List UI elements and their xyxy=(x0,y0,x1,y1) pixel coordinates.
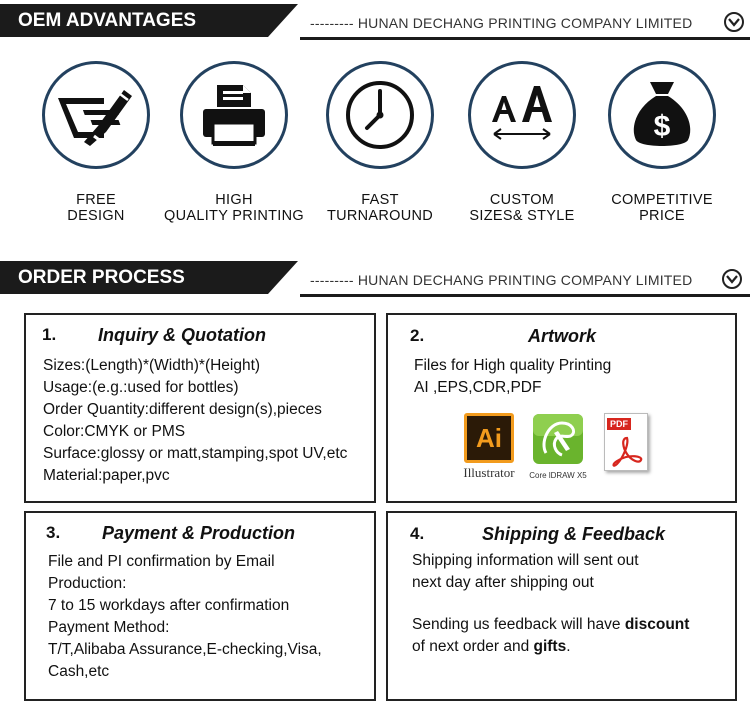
advantage-label: COMPETITIVE PRICE xyxy=(611,192,713,224)
size-letters-icon xyxy=(468,61,576,169)
advantage-high-quality-printing xyxy=(159,61,309,224)
header-rule xyxy=(300,294,750,297)
feedback-note: Sending us feedback will have discount of next order and gifts. xyxy=(412,616,690,655)
pdf-icon xyxy=(604,413,648,471)
step-details: Sizes:(Length)*(Width)*(Height) Usage:(e.g.:used for bottles) Order Quantity:different design(s),pieces Color:CMYK or PMS Surface:glossy or matt,stamping,spot UV,etc Material:paper,pvc xyxy=(43,357,348,484)
gifts-highlight: gifts xyxy=(533,638,567,655)
step-details: Shipping information will sent out next day after shipping out xyxy=(412,552,639,591)
money-bag-icon xyxy=(608,61,716,169)
company-name: --------- HUNAN DECHANG PRINTING COMPANY LIMITED xyxy=(310,15,693,31)
step-artwork xyxy=(386,313,737,503)
pdf-logo xyxy=(600,413,652,471)
advantage-label: CUSTOM SIZES& STYLE xyxy=(469,192,575,224)
step-title: Inquiry & Quotation xyxy=(98,325,266,345)
pdf-badge: PDF xyxy=(607,418,631,430)
svg-text:$: $ xyxy=(653,110,671,143)
step-inquiry-quotation xyxy=(24,313,376,503)
process-title: ORDER PROCESS xyxy=(0,261,268,294)
clock-icon xyxy=(326,61,434,169)
advantages-header xyxy=(0,4,750,40)
header-rule xyxy=(300,37,750,40)
company-name: --------- HUNAN DECHANG PRINTING COMPANY LIMITED xyxy=(310,272,693,288)
chevron-down-icon xyxy=(722,269,742,289)
step-title: Artwork xyxy=(528,326,597,346)
coreldraw-logo xyxy=(526,413,590,480)
coreldraw-icon xyxy=(532,413,584,465)
step-number: 3. xyxy=(46,523,61,542)
step-number: 1. xyxy=(42,325,57,344)
process-header xyxy=(0,261,750,297)
printer-icon xyxy=(180,61,288,169)
advantage-label: FAST TURNAROUND xyxy=(326,192,434,224)
advantage-label: FREE DESIGN xyxy=(67,192,125,224)
step-number: 2. xyxy=(410,326,425,345)
advantages-title: OEM ADVANTAGES xyxy=(0,4,268,37)
illustrator-logo xyxy=(454,413,524,481)
advantage-custom-sizes xyxy=(447,61,597,224)
step-number: 4. xyxy=(410,524,425,543)
illustrator-caption: Illustrator xyxy=(463,465,515,480)
illustrator-icon: Ai xyxy=(464,413,514,463)
step-details: File and PI confirmation by Email Production: 7 to 15 workdays after confirmation Payment Method: T/T,Alibaba Assurance,E-checking,Visa, Cash,etc xyxy=(48,553,322,680)
design-pen-icon xyxy=(42,61,150,169)
discount-highlight: discount xyxy=(624,616,690,633)
step-title: Shipping & Feedback xyxy=(482,524,666,544)
advantage-fast-turnaround xyxy=(305,61,455,224)
advantage-competitive-price xyxy=(587,61,737,224)
step-details: Files for High quality Printing AI ,EPS,CDR,PDF xyxy=(414,357,612,396)
step-title: Payment & Production xyxy=(102,523,296,543)
chevron-down-icon xyxy=(724,12,744,32)
step-shipping-feedback xyxy=(386,511,737,701)
advantage-label: HIGH QUALITY PRINTING xyxy=(164,192,304,224)
step-payment-production xyxy=(24,511,376,701)
advantage-free-design xyxy=(21,61,171,224)
coreldraw-caption: Core lDRAW X5 xyxy=(529,471,587,480)
